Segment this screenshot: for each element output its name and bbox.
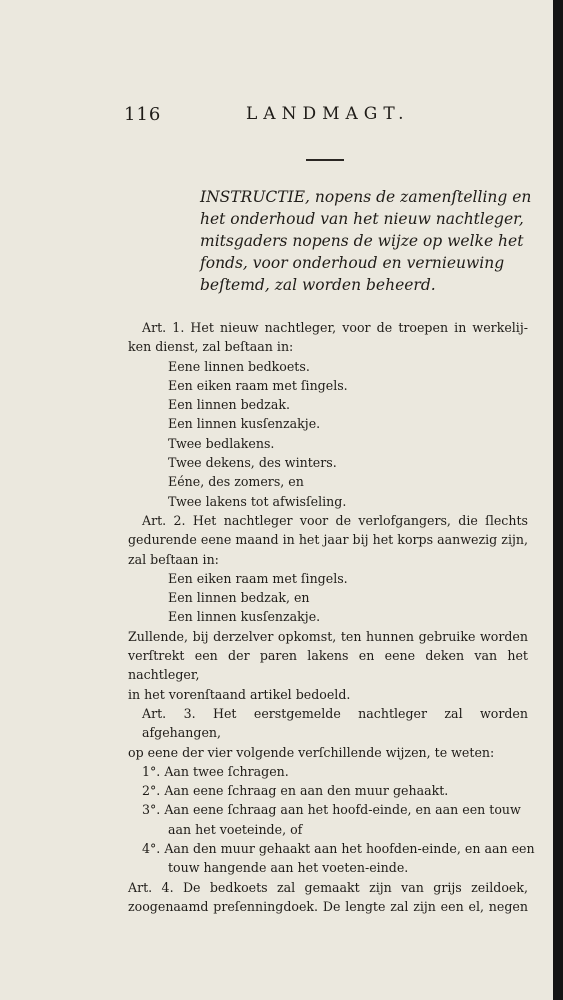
- list-item: 3°. Aan eene ſchraag aan het hoofd-einde, en aan een touw: [142, 802, 521, 818]
- list-item-continuation: touw hangende aan het voeten-einde.: [168, 860, 409, 876]
- list-item: Twee dekens, des winters.: [168, 455, 337, 471]
- text-line: Art. 1. Het nieuw nachtleger, voor de troepen in werkelij-: [142, 320, 528, 335]
- text-line: gedurende eene maand in het jaar bij het korps aanwezig zijn,: [128, 532, 528, 548]
- list-item: Een linnen bedzak, en: [168, 590, 310, 606]
- list-item-continuation: aan het voeteinde, of: [168, 821, 303, 837]
- text-line: Zullende, bij derzelver opkomst, ten hunnen gebruike worden: [128, 628, 528, 644]
- list-item: Twee bedlakens.: [168, 435, 275, 451]
- title-line: fonds, voor onderhoud en vernieuwing: [200, 254, 505, 272]
- title-line: INSTRUCTIE, nopens de zamenſtelling en: [200, 188, 532, 206]
- list-item: 2°. Aan eene ſchraag en aan den muur gehaakt.: [142, 783, 449, 799]
- instruction-title: [200, 186, 530, 296]
- list-item: Eene linnen bedkoets.: [168, 358, 310, 374]
- list-item: Een eiken raam met ſingels.: [168, 570, 348, 586]
- running-head: LANDMAGT.: [246, 104, 410, 124]
- list-item: Een linnen kusſenzakje.: [168, 609, 321, 625]
- section-rule: [306, 159, 344, 161]
- title-line: mitsgaders nopens de wijze op welke het: [200, 232, 524, 250]
- title-line: het onderhoud van het nieuw nachtleger,: [200, 210, 524, 228]
- text-line: Art. 4. De bedkoets zal gemaakt zijn van grijs zeildoek,: [128, 879, 528, 895]
- text-line: Art. 2. Het nachtleger voor de verlofgangers, die ſlechts: [142, 512, 528, 528]
- list-item: Een linnen bedzak.: [168, 397, 290, 413]
- text-line: verſtrekt een der paren lakens en eene deken van het nachtleger,: [128, 648, 528, 683]
- list-item: 4°. Aan den muur gehaakt aan het hoofden-einde, en aan een: [142, 841, 535, 857]
- text-line: Art. 3. Het eerstgemelde nachtleger zal worden afgehangen,: [142, 705, 528, 741]
- text-line: op eene der vier volgende verſchillende wijzen, te weten:: [128, 744, 495, 760]
- list-item: Een linnen kusſenzakje.: [168, 416, 321, 432]
- text-line: ken dienst, zal beſtaan in:: [128, 339, 294, 355]
- body-text: [128, 318, 535, 916]
- text-line: zoogenaamd preſenningdoek. De lengte zal zijn een el, negen: [128, 898, 528, 914]
- list-item: Twee lakens tot afwisſeling.: [168, 493, 347, 509]
- page-header: [0, 104, 553, 134]
- list-item: Eéne, des zomers, en: [168, 474, 304, 490]
- title-line: beſtemd, zal worden beheerd.: [200, 276, 436, 294]
- text-line: in het vorenſtaand artikel bedoeld.: [128, 686, 351, 702]
- list-item: Een eiken raam met ſingels.: [168, 377, 348, 393]
- list-item: 1°. Aan twee ſchragen.: [142, 763, 289, 779]
- page-number: 116: [124, 104, 162, 125]
- text-line: zal beſtaan in:: [128, 551, 219, 567]
